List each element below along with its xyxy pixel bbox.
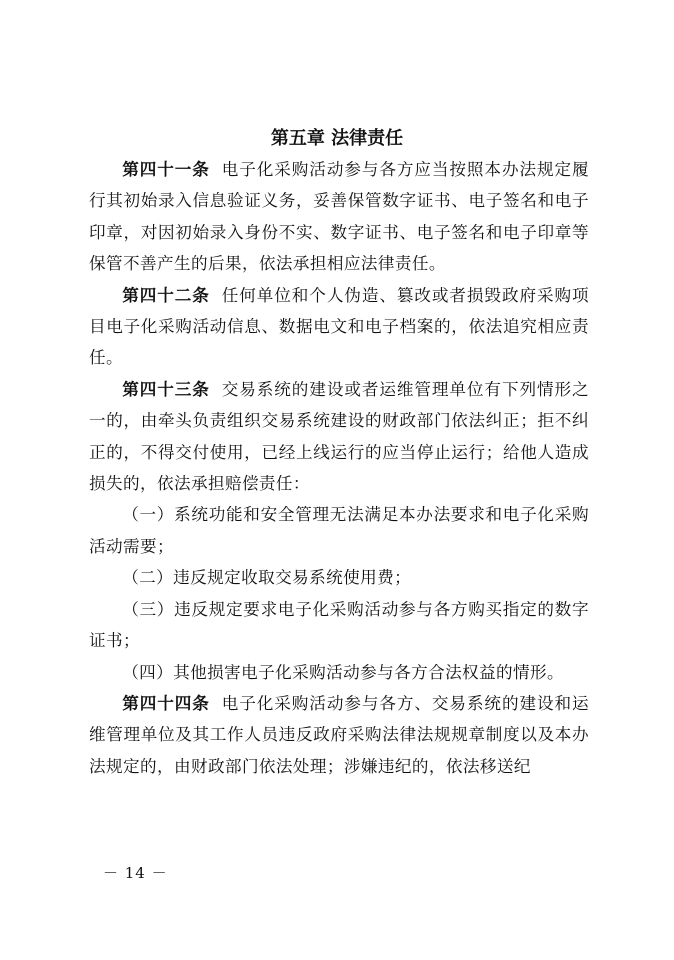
article-number: 第四十二条	[122, 285, 210, 305]
article-number: 第四十三条	[122, 379, 210, 399]
article-number: 第四十一条	[122, 160, 210, 179]
article-text: 电子化采购活动参与各方应当按照本办法规定履行其初始录入信息验证义务，妥善保管数字证书、电子签名和电子印章，对因初始录入身份不实、数字证书、电子签名和电子印章等保管不善产生的后果，依法承担相应法律责任。	[89, 160, 589, 274]
list-item-3	[89, 594, 589, 657]
article-text: 电子化采购活动参与各方、交易系统的建设和运维管理单位及其工作人员违反政府采购法律法规规章制度以及本办法规定的，由财政部门依法处理；涉嫌违纪的，依法移送纪	[89, 693, 589, 776]
document-body	[89, 154, 589, 782]
list-item-2	[89, 562, 589, 593]
article-text: 任何单位和个人伪造、篡改或者损毁政府采购项目电子化采购活动信息、数据电文和电子档案的，依法追究相应责任。	[89, 285, 589, 368]
article-43-paragraph	[89, 374, 589, 500]
article-41-paragraph	[89, 154, 589, 280]
chapter-title: 第五章 法律责任	[270, 128, 404, 149]
article-text: 交易系统的建设或者运维管理单位有下列情形之一的，由牵头负责组织交易系统建设的财政部门依法纠正；拒不纠正的，不得交付使用，已经上线运行的应当停止运行；给他人造成损失的，依法承担赔偿责任：	[89, 379, 589, 494]
page-number: － 14 －	[103, 864, 168, 882]
list-item-text: （二）违反规定收取交易系统使用费；	[122, 568, 412, 588]
list-item-text: （一）系统功能和安全管理无法满足本办法要求和电子化采购活动需要；	[89, 505, 589, 556]
list-item-text: （三）违反规定要求电子化采购活动参与各方购买指定的数字证书；	[89, 599, 589, 651]
list-item-text: （四）其他损害电子化采购活动参与各方合法权益的情形。	[122, 662, 565, 682]
article-44-paragraph	[89, 688, 589, 782]
article-number: 第四十四条	[122, 693, 210, 713]
article-42-paragraph	[89, 280, 589, 374]
list-item-4	[89, 657, 589, 688]
list-item-1	[89, 499, 589, 562]
